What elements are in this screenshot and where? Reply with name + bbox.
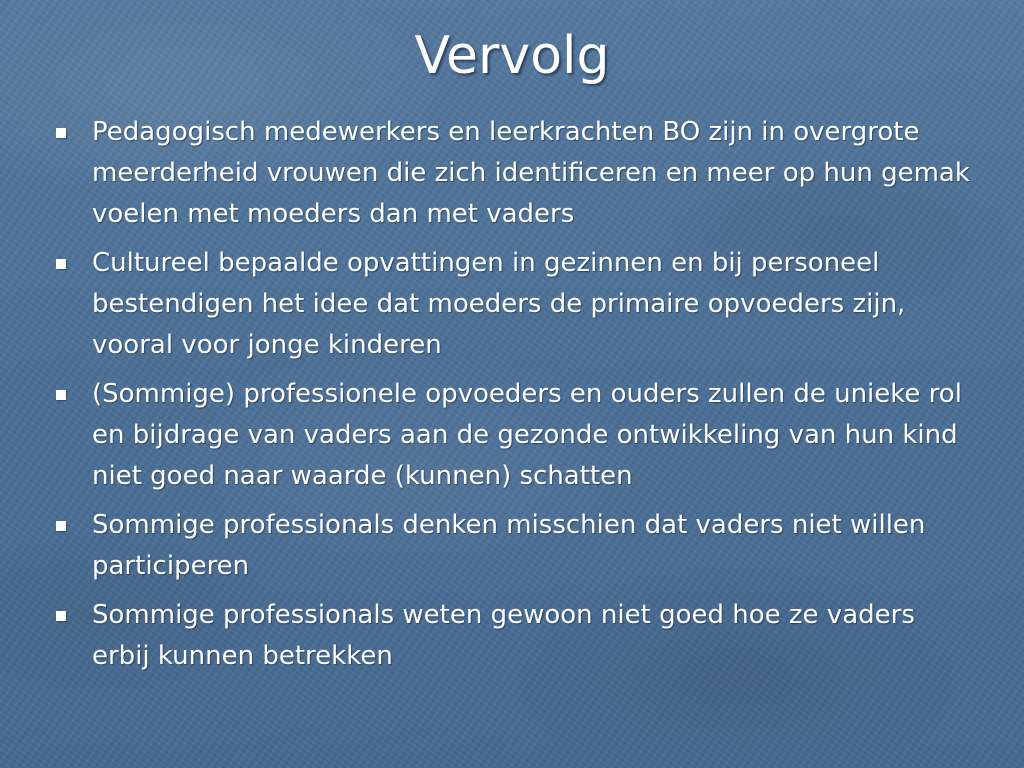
- bullet-item-2: [52, 243, 972, 366]
- bullet-text: Cultureel bepaalde opvattingen in gezinnen en bij personeel bestendigen het idee dat moeders de primaire opvoeders zijn, vooral voor jonge kinderen: [92, 248, 906, 360]
- square-bullet-icon: [56, 128, 66, 138]
- square-bullet-icon: [56, 611, 66, 621]
- square-bullet-icon: [56, 259, 66, 269]
- bullet-item-1: [52, 112, 972, 235]
- square-bullet-icon: [56, 521, 66, 531]
- bullet-item-5: [52, 595, 972, 677]
- slide-title: Vervolg: [414, 26, 610, 86]
- bullet-item-3: [52, 374, 972, 497]
- bullet-text: Sommige professionals weten gewoon niet goed hoe ze vaders erbij kunnen betrekken: [92, 600, 915, 671]
- bullet-text: Pedagogisch medewerkers en leerkrachten BO zijn in overgrote meerderheid vrouwen die zich identificeren en meer op hun gemak voelen met moeders dan met vaders: [92, 117, 970, 229]
- bullet-list: [52, 112, 972, 685]
- bullet-item-4: [52, 505, 972, 587]
- bullet-text: Sommige professionals denken misschien dat vaders niet willen participeren: [92, 510, 926, 581]
- bullet-text: (Sommige) professionele opvoeders en ouders zullen de unieke rol en bijdrage van vaders aan de gezonde ontwikkeling van hun kind niet goed naar waarde (kunnen) schatten: [92, 379, 962, 491]
- square-bullet-icon: [56, 390, 66, 400]
